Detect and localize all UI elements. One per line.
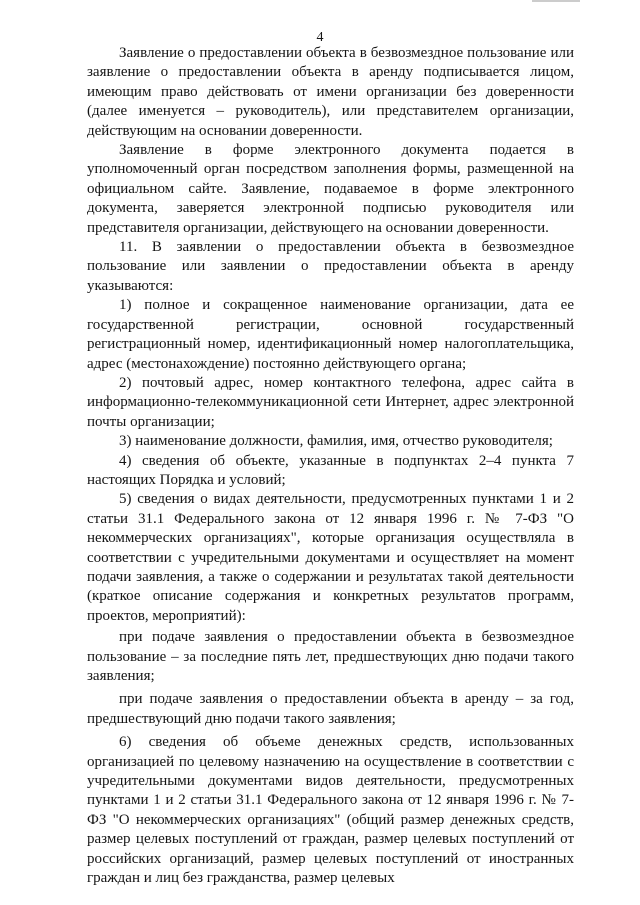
- paragraph-item-11: 11. В заявлении о предоставлении объекта в безвозмездное пользование или заявлении о предоставлении объекта в аренду указываются:: [87, 239, 574, 294]
- list-item-3: 3) наименование должности, фамилия, имя, отчество руководителя;: [119, 433, 553, 450]
- list-item-5: 5) сведения о видах деятельности, предусмотренных пунктами 1 и 2 статьи 31.1 Федерального закона от 12 января 1996 г. № 7-ФЗ "О некоммерческих организациях", которые организация осуществляла в соответствии с учредительными документами и осуществляет на момент подачи заявления, а также о содержании и результатах такой деятельности (краткое описание содержания и конкретных результатов программ, проектов, мероприятий):: [87, 491, 574, 624]
- list-item-6: 6) сведения об объеме денежных средств, использованных организацией по целевому назначению на осуществление в соответствии с учредительными документами видов деятельности, предусмотренных пунктами 1 и 2 статьи 31.1 Федерального закона от 12 января 1996 г. № 7-ФЗ "О некоммерческих организациях" (общий размер денежных средств, размер целевых поступлений от граждан, размер целевых поступлений от российских организаций, размер целевых поступлений от иностранных граждан и лиц без гражданства, размер целевых: [87, 734, 574, 887]
- scan-edge-mark: [532, 0, 580, 2]
- sub-item-free-use: при подаче заявления о предоставлении объекта в безвозмездное пользование – за последние пять лет, предшествующих дню подачи такого заявления;: [87, 629, 574, 684]
- paragraph-electronic-form: Заявление в форме электронного документа подается в уполномоченный орган посредством заполнения формы, размещенной на официальном сайте. Заявление, подаваемое в форме электронного документа, заверяется электронной подписью руководителя или представителя организации, действующего на основании доверенности.: [87, 142, 574, 236]
- paragraph-signature-rules: Заявление о предоставлении объекта в безвозмездное пользование или заявление о предоставлении объекта в аренду подписывается лицом, имеющим право действовать от имени организации без доверенности (далее именуется – руководитель), или представителем организации, действующим на основании доверенности.: [87, 45, 574, 139]
- list-item-1: 1) полное и сокращенное наименование организации, дата ее государственной регистрации, основной государственный регистрационный номер, идентификационный номер налогоплательщика, адрес (местонахождение) постоянно действующего органа;: [87, 297, 574, 372]
- page-number: 4: [316, 30, 324, 45]
- list-item-4: 4) сведения об объекте, указанные в подпунктах 2–4 пункта 7 настоящих Порядка и условий;: [87, 452, 574, 488]
- list-item-2: 2) почтовый адрес, номер контактного телефона, адрес сайта в информационно-телекоммуникационной сети Интернет, адрес электронной почты организации;: [87, 374, 574, 430]
- sub-item-lease: при подаче заявления о предоставлении объекта в аренду – за год, предшествующий дню подачи такого заявления;: [87, 691, 574, 727]
- document-body: [87, 44, 574, 888]
